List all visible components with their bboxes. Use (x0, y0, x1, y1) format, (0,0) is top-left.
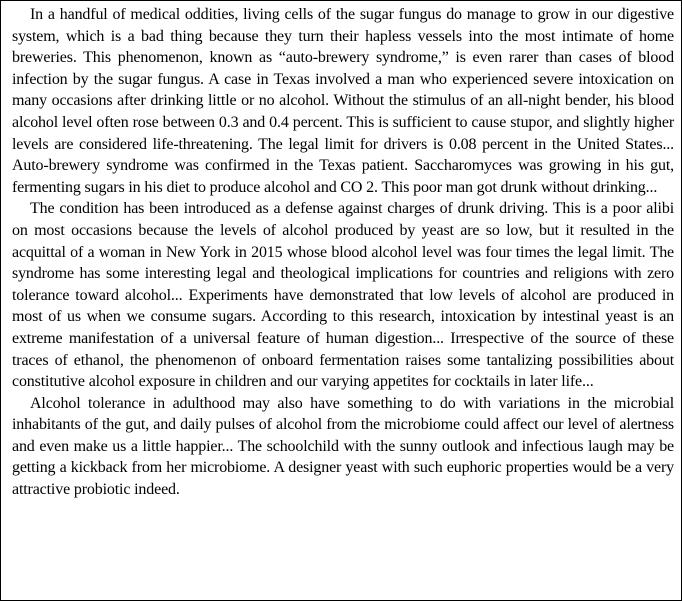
paragraph-drunk-driving-defense: The condition has been introduced as a defense against charges of drunk driving. This is a poor alibi on most occasions because the levels of alcohol produced by yeast are so low, but it resulted in the acquittal of a woman in New York in 2015 whose blood alcohol level was four times the legal limit. The syndrome has some interesting legal and theological implications for countries and religions with zero tolerance toward alcohol... Experiments have demonstrated that low levels of alcohol are produced in most of us when we consume sugars. According to this research, intoxication by intestinal yeast is an extreme manifestation of a universal feature of human digestion... Irrespective of the source of these traces of ethanol, the phenomenon of onboard fermentation raises some tantalizing possibilities about constitutive alcohol exposure in children and our varying appetites for cocktails in later life... (12, 200, 674, 391)
paragraph-alcohol-tolerance: Alcohol tolerance in adulthood may also have something to do with variations in the microbial inhabitants of the gut, and daily pulses of alcohol from the microbiome could affect our level of alertness and even make us a little happier... The schoolchild with the sunny outlook and infectious laugh may be getting a kickback from her microbiome. A designer yeast with such euphoric properties would be a very attractive probiotic indeed. (12, 394, 674, 499)
paragraph-auto-brewery-syndrome: In a handful of medical oddities, living cells of the sugar fungus do manage to grow in our digestive system, which is a bad thing because they turn their hapless vessels into the most intimate of home breweries. This phenomenon, known as “auto-brewery syndrome,” is even rarer than cases of blood infection by the sugar fungus. A case in Texas involved a man who experienced severe intoxication on many occasions after drinking little or no alcohol. Without the stimulus of an all-night bender, his blood alcohol level often rose between 0.3 and 0.4 percent. This is sufficient to cause stupor, and slightly higher levels are considered life-threatening. The legal limit for drivers is 0.08 percent in the United States... Auto-brewery syndrome was confirmed in the Texas patient. Saccharomyces was growing in his gut, fermenting sugars in his diet to produce alcohol and CO 2. This poor man got drunk without drinking... (12, 6, 674, 196)
